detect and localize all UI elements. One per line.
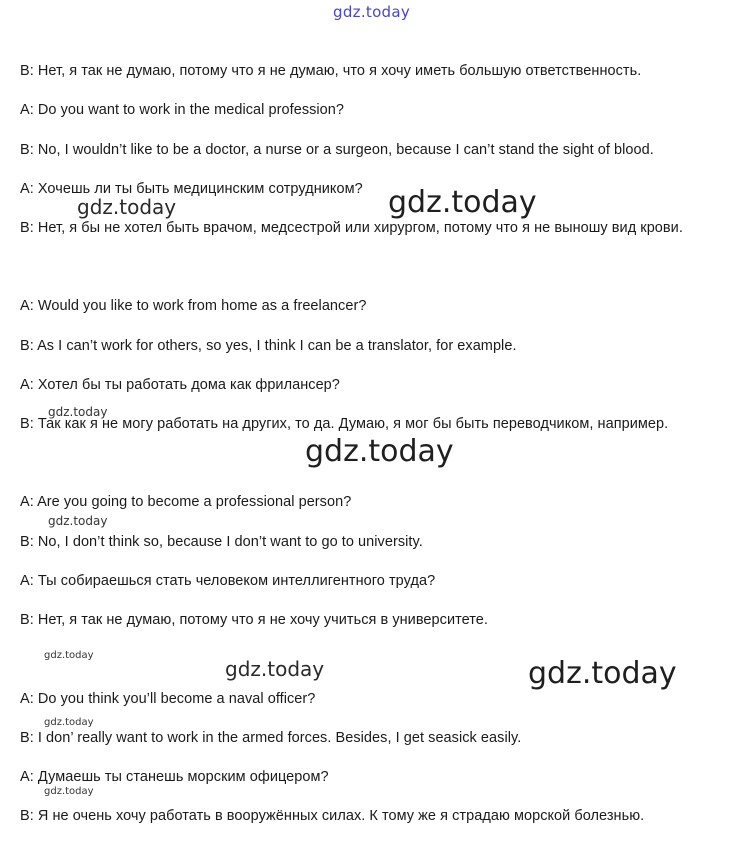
dialogue-line: A: Do you want to work in the medical profession? [20, 102, 345, 118]
dialogue-line: A: Would you like to work from home as a freelancer? [20, 298, 367, 314]
dialogue-line: A: Are you going to become a professional person? [20, 494, 352, 510]
dialogue-line: A: Хотел бы ты работать дома как фрилансер? [20, 377, 340, 393]
watermark: gdz.today [44, 650, 94, 661]
dialogue-line: B: Нет, я так не думаю, потому что я не думаю, что я хочу иметь большую ответственность. [20, 63, 642, 79]
dialogue-line: A: Думаешь ты станешь морским офицером? [20, 769, 329, 785]
watermark: gdz.today [44, 786, 94, 797]
dialogue-line: B: Нет, я бы не хотел быть врачом, медсестрой или хирургом, потому что я не выношу вид крови. [20, 220, 683, 236]
dialogue-line: B: As I can’t work for others, so yes, I think I can be a translator, for example. [20, 338, 517, 354]
watermark: gdz.today [528, 656, 677, 691]
watermark: gdz.today [48, 514, 108, 528]
watermark: gdz.today [44, 717, 94, 728]
dialogue-line: A: Ты собираешься стать человеком интеллигентного труда? [20, 573, 436, 589]
watermark: gdz.today [48, 405, 108, 419]
dialogue-line: A: Хочешь ли ты быть медицинским сотрудником? [20, 181, 363, 197]
watermark: gdz.today [225, 657, 325, 681]
dialogue-line: B: Так как я не могу работать на других, то да. Думаю, я мог бы быть переводчиком, например. [20, 416, 669, 432]
dialogue-line: B: Нет, я так не думаю, потому что я не хочу учиться в университете. [20, 612, 488, 628]
header-watermark: gdz.today [333, 3, 411, 21]
watermark: gdz.today [305, 434, 454, 469]
dialogue-line: B: Я не очень хочу работать в вооружённых силах. К тому же я страдаю морской болезнью. [20, 808, 645, 824]
dialogue-line: B: No, I wouldn’t like to be a doctor, a nurse or a surgeon, because I can’t stand the sight of blood. [20, 142, 654, 158]
dialogue-line: B: I don’ really want to work in the armed forces. Besides, I get seasick easily. [20, 730, 522, 746]
watermark: gdz.today [77, 195, 177, 219]
watermark: gdz.today [388, 185, 537, 220]
dialogue-line: B: No, I don’t think so, because I don’t want to go to university. [20, 534, 423, 550]
dialogue-line: A: Do you think you’ll become a naval officer? [20, 691, 316, 707]
